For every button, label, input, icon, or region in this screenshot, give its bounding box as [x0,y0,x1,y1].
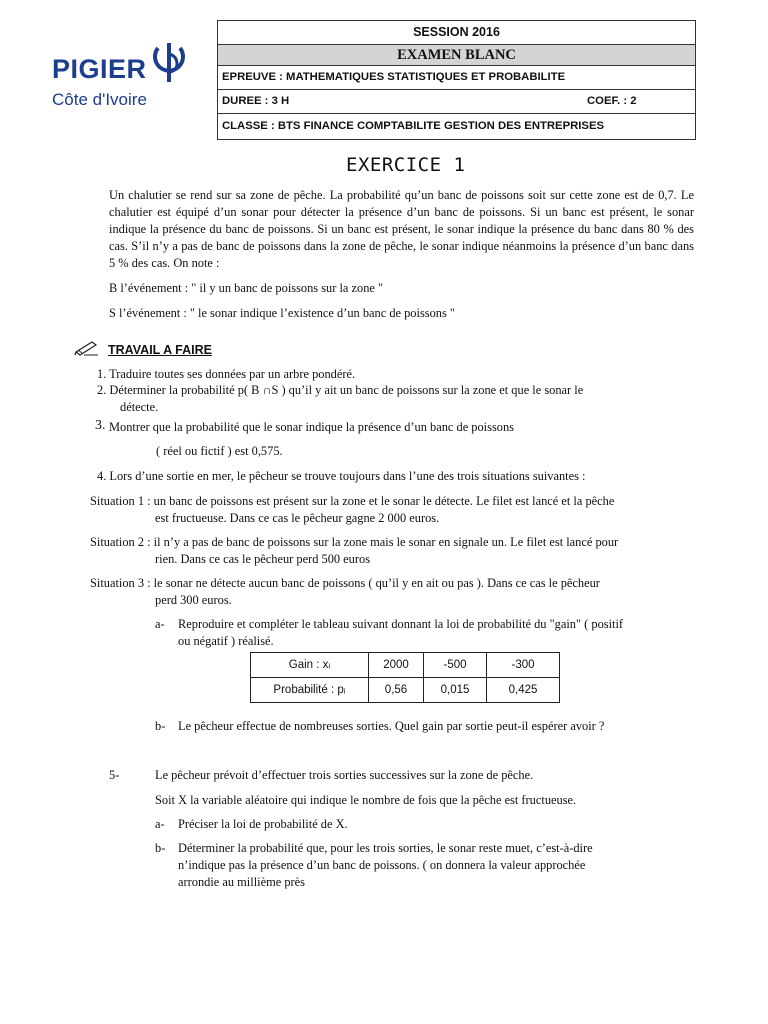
question-5-text: Le pêcheur prévoit d’effectuer trois sorties successives sur la zone de pêche. [155,768,534,782]
table-cell-gain: -500 [424,653,487,678]
probability-table [250,652,560,703]
table-row [251,678,560,703]
travail-heading: TRAVAIL A FAIRE [108,343,212,357]
epreuve-label: EPREUVE : MATHEMATIQUES STATISTIQUES ET PROBABILITE [222,71,566,83]
exam-row [218,45,695,66]
logo-brand: PIGIER [52,54,147,84]
exercise-title: EXERCICE 1 [346,154,466,176]
exam-label: EXAMEN BLANC [397,47,516,63]
question-3-line1: Montrer que la probabilité que le sonar indique la présence d’un banc de poissons [109,420,514,434]
question-b-text: Le pêcheur effectue de nombreuses sorties. Quel gain par sortie peut-il espérer avoir ? [178,719,605,733]
table-row [251,653,560,678]
question-a-line1: Reproduire et compléter le tableau suivant donnant la loi de probabilité du "gain" ( positif [178,617,624,631]
situation-3-line1: Situation 3 : le sonar ne détecte aucun banc de poissons ( qu’il y en ait ou pas ). Dans ce cas le pêcheur [90,576,600,590]
question-5a-text: Préciser la loi de probabilité de X. [178,817,348,831]
event-b: B l’événement : " il y un banc de poissons sur la zone " [109,281,384,295]
table-cell-gain: 2000 [369,653,424,678]
question-5b-line1: Déterminer la probabilité que, pour les trois sorties, le sonar reste muet, c’est-à-dire [178,841,593,855]
question-5-variable: Soit X la variable aléatoire qui indique le nombre de fois que la pêche est fructueuse. [155,793,577,807]
pencil-icon [74,338,100,356]
intro-text: Un chalutier se rend sur sa zone de pêche. La probabilité qu’un banc de poissons soit sur cette zone est de 0,7. Le chalutier est équipé d’un sonar pour détecter la présence d’un banc de poissons. Si un banc est présent, le sonar indique la présence du banc de poissons. Si un banc est présent, le sonar indique la présence du banc dans 80 % des cas. S’il n’y a pas de banc de poissons dans la zone de pêche, le sonar indique néanmoins la présence d’un banc dans 5 % des cas. On note : [109,188,694,270]
question-5-number: 5- [109,768,120,782]
question-5a-letter: a- [155,817,165,831]
question-5b-letter: b- [155,841,166,855]
question-5b-line3: arrondie au millième près [178,875,305,889]
question-2-line2: détecte. [120,400,159,414]
situation-1-line1: Situation 1 : un banc de poissons est présent sur la zone et le sonar le détecte. Le filet est lancé et la pêche [90,494,615,508]
pigier-emblem-icon [150,40,188,84]
table-cell-prob: 0,56 [369,678,424,703]
table-cell-prob: 0,425 [487,678,560,703]
duree-label: DUREE : 3 H [222,95,290,107]
exam-header-box [217,20,696,140]
table-cell-prob: 0,015 [424,678,487,703]
table-header-gain: Gain : xᵢ [251,653,369,678]
intro-paragraph [109,187,694,272]
question-4: 4. Lors d’une sortie en mer, le pêcheur se trouve toujours dans l’une des trois situations suivantes : [97,469,586,483]
session-row [218,21,695,45]
question-a-letter: a- [155,617,165,631]
classe-row [218,114,695,138]
question-b-letter: b- [155,719,166,733]
question-a-line2: ou négatif ) réalisé. [178,634,274,648]
situation-2-line2: rien. Dans ce cas le pêcheur perd 500 euros [155,552,371,566]
table-header-prob: Probabilité : pᵢ [251,678,369,703]
situation-2-line1: Situation 2 : il n’y a pas de banc de poissons sur la zone mais le sonar en signale un. Le filet est lancé pour [90,535,619,549]
question-2-line1: 2. Déterminer la probabilité p( B ∩S ) qu’il y ait un banc de poissons sur la zone et que le sonar le [97,383,584,397]
question-1: 1. Traduire toutes ses données par un arbre pondéré. [97,367,356,381]
situation-3-line2: perd 300 euros. [155,593,232,607]
situation-1-line2: est fructueuse. Dans ce cas le pêcheur gagne 2 000 euros. [155,511,440,525]
event-s: S l’événement : " le sonar indique l’existence d’un banc de poissons " [109,306,455,320]
question-3-line2: ( réel ou fictif ) est 0,575. [156,444,283,458]
table-cell-gain: -300 [487,653,560,678]
epreuve-row [218,66,695,90]
session-label: SESSION 2016 [413,25,500,39]
logo-country: Côte d'Ivoire [52,90,147,109]
coef-label: COEF. : 2 [587,95,637,107]
classe-label: CLASSE : BTS FINANCE COMPTABILITE GESTION DES ENTREPRISES [222,120,605,132]
question-5b-line2: n’indique pas la présence d’un banc de poissons. ( on donnera la valeur approchée [178,858,586,872]
duree-row [218,90,695,114]
question-3-number: 3. [95,418,106,433]
